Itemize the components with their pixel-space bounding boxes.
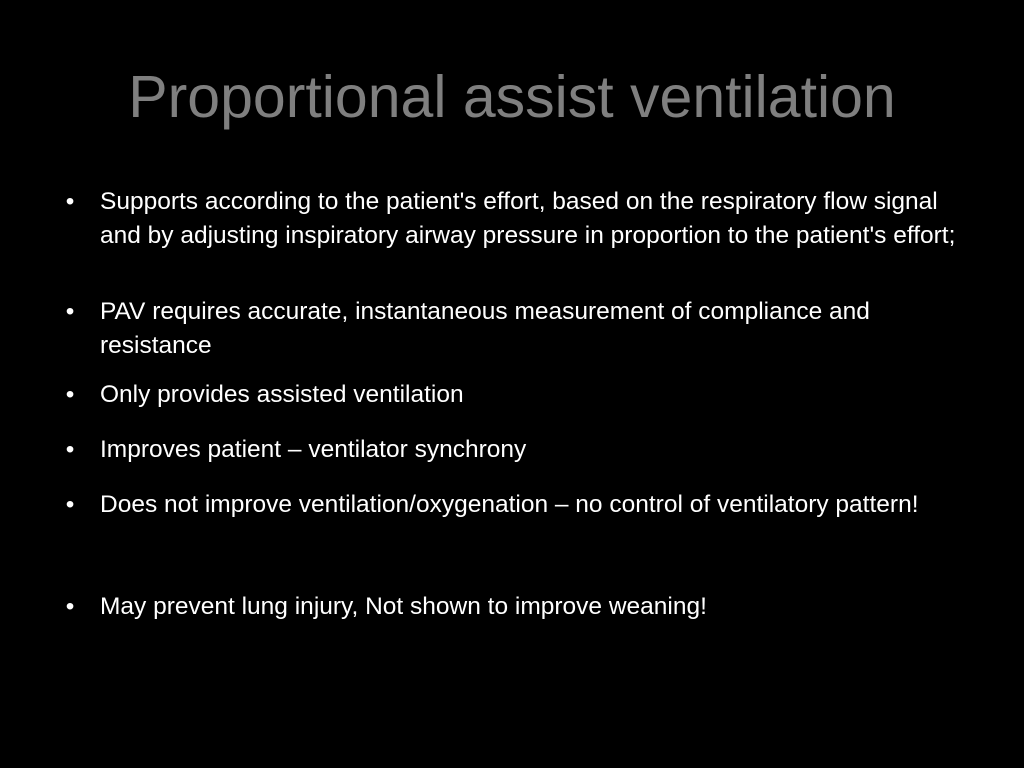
bullet-text: Improves patient – ventilator synchrony: [100, 436, 527, 463]
bullet-icon: •: [65, 188, 75, 215]
slide-title: Proportional assist ventilation: [128, 64, 896, 130]
bullet-icon: •: [65, 491, 75, 518]
bullet-text: Only provides assisted ventilation: [100, 381, 464, 408]
bullet-icon: •: [65, 593, 75, 620]
bullet-item: [65, 185, 980, 253]
bullet-item: [65, 378, 980, 412]
bullet-text: PAV requires accurate, instantaneous measurement of compliance and resistance: [100, 298, 870, 359]
bullet-item: [65, 481, 980, 529]
bullet-item: [65, 295, 980, 363]
bullet-icon: •: [65, 381, 75, 408]
bullet-text: Does not improve ventilation/oxygenation – no control of ventilatory pattern!: [100, 491, 919, 518]
bullet-icon: •: [65, 298, 75, 325]
bullet-text: Supports according to the patient's effort, based on the respiratory flow signal and by adjusting inspiratory airway pressure in proportion to the patient's effort;: [100, 188, 956, 249]
bullet-text: May prevent lung injury, Not shown to improve weaning!: [100, 593, 707, 620]
bullet-icon: •: [65, 436, 75, 463]
bullet-item: [65, 590, 980, 624]
bullet-item: [65, 433, 980, 467]
